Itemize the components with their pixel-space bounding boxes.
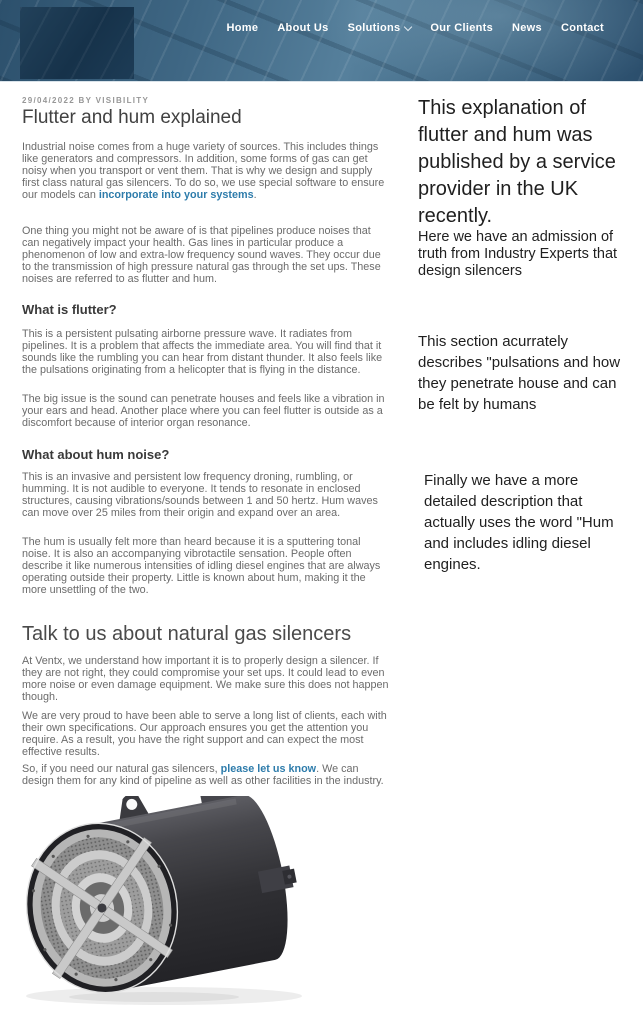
paragraph-pipelines: One thing you might not be aware of is that pipelines produce noises that can negatively impact your health. Gas lines in particular produce a phenomenon of low and extra-low frequency sound waves. They occur due to the transmission of high pressure natural gas through the set ups. These noises are referred to as flutter and hum.: [22, 225, 381, 286]
paragraph-hum-2: The hum is usually felt more than heard because it is a sputtering tonal noise. It is also an accompanying vibrotactile sensation. People often describe it like numerous intensities of idling diesel engines that are always operating outside their property. Little is known about hum, making it the more unsettling of the two.: [22, 536, 381, 597]
nav-item-solutions-label: Solutions: [347, 22, 401, 34]
site-header: [0, 0, 643, 82]
paragraph-ventx-2: We are very proud to have been able to serve a long list of clients, each with their own specifications. Our approach ensures you get the attention you require. As a result, you have the right support and can expect the most effective results.: [22, 710, 387, 759]
heading-what-is-flutter: What is flutter?: [22, 302, 117, 317]
nav-item-solutions[interactable]: [348, 22, 412, 34]
annotation-hum-diesel: Finally we have a more detailed description that actually uses the word "Hum and includes idling diesel engines.: [424, 472, 614, 573]
paragraph-flutter-1: This is a persistent pulsating airborne pressure wave. It radiates from pipelines. It is a problem that affects the immediate area. You will find that it sounds like the rumbling you can hear from distant thunder. It also feels like the pulsations originating from a helicopter that is flying in the distance.: [22, 328, 383, 377]
chevron-down-icon: [404, 22, 412, 30]
paragraph-flutter-2: The big issue is the sound can penetrate houses and feels like a vibration in your ears and head. Another place where you can feel flutter is outside as a discomfort because of interior organ resonance.: [22, 393, 385, 430]
post-meta-date-author: 29/04/2022 BY VISIBILITY: [22, 96, 150, 105]
nav-item-contact[interactable]: Contact: [560, 22, 604, 34]
nav-item-news[interactable]: News: [512, 22, 542, 34]
incorporate-systems-link[interactable]: incorporate into your systems: [98, 189, 254, 202]
silencer-product-image: [14, 796, 330, 1008]
heading-what-about-hum: What about hum noise?: [22, 447, 170, 462]
main-nav: [227, 22, 604, 34]
nav-item-about-us[interactable]: About Us: [277, 22, 329, 34]
paragraph-cta-post: . We can design them for any kind of pipeline as well as other facilities in the industry.: [22, 763, 384, 788]
annotation-pulsations: This section acurrately describes "pulsations and how they penetrate house and can be felt by humans: [418, 333, 621, 413]
post-title: Flutter and hum explained: [22, 107, 242, 128]
heading-talk-to-us: Talk to us about natural gas silencers: [22, 623, 352, 645]
nav-item-our-clients[interactable]: Our Clients: [430, 22, 494, 34]
paragraph-hum-1: This is an invasive and persistent low frequency droning, rumbling, or humming. It is not audible to everyone. It tends to resonate in enclosed structures, causing vibrations/sounds between 1 and 50 hertz. Hum waves can move over 25 miles from their origin and expand over an area.: [22, 471, 378, 520]
paragraph-intro: [22, 141, 391, 201]
annotation-admission-of-truth: Here we have an admission of truth from Industry Experts that design silencers: [418, 229, 618, 279]
paragraph-ventx-1: At Ventx, we understand how important it is to properly design a silencer. If they are not right, they could compromise your set ups. It could lead to even more noise or even damage equipment. We make sure this does not happen though.: [22, 655, 389, 704]
site-logo[interactable]: [20, 7, 134, 79]
silencer-illustration: [14, 796, 330, 1008]
paragraph-intro-text: Industrial noise comes from a huge variety of sources. This includes things like generators and compressors. In addition, some forms of gas can get noisy when you transport or vent them. That is why we design and supply first class natural gas silencers. To do so, we use special software to ensure our models can: [22, 141, 385, 202]
paragraph-cta: [22, 763, 391, 787]
paragraph-intro-end: .: [253, 189, 257, 202]
contact-us-link[interactable]: please let us know: [220, 763, 317, 775]
annotation-published-uk: This explanation of flutter and hum was published by a service provider in the UK recently.: [418, 97, 616, 227]
paragraph-cta-pre: So, if you need our natural gas silencers,: [22, 763, 221, 775]
nav-item-home[interactable]: Home: [226, 22, 259, 34]
